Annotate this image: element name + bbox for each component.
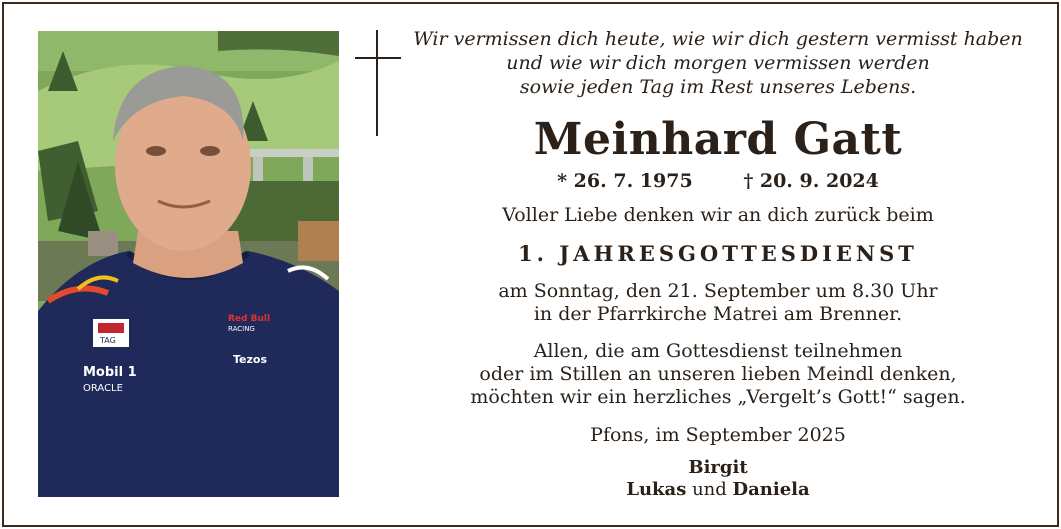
thanks-line: Allen, die am Gottesdienst teilnehmen [533,340,903,362]
place-date: Pfons, im September 2025 [590,424,846,446]
signer-name: Lukas [626,479,687,500]
verse-line: sowie jeden Tag im Rest unseres Lebens. [519,76,917,98]
verse-line: und wie wir dich morgen vermissen werden [506,52,930,74]
service-location: in der Pfarrkirche Matrei am Brenner. [533,303,903,325]
verse-line: Wir vermissen dich heute, wie wir dich gestern vermisst haben [413,28,1023,50]
svg-text:TAG: TAG [100,336,116,345]
life-dates [400,169,1036,193]
thanks-text [400,340,1036,409]
svg-text:Red Bull: Red Bull [228,314,271,324]
service-title: 1. JAHRESGOTTESDIENST [518,241,918,266]
service-date: am Sonntag, den 21. September um 8.30 Uhr [498,280,938,302]
portrait-photo [38,31,339,497]
deceased-name: Meinhard Gatt [533,114,903,165]
svg-text:RACING: RACING [228,325,255,333]
thanks-line: oder im Stillen an unseren lieben Meindl denken, [479,363,957,385]
service-details [400,280,1036,326]
intro-text: Voller Liebe denken wir an dich zurück beim [502,204,934,226]
cross-icon [355,30,401,136]
signer-conjunction: und [692,479,727,500]
signer-name: Birgit [688,457,748,478]
svg-text:ORACLE: ORACLE [83,383,123,394]
death-date: † 20. 9. 2024 [743,170,879,192]
birth-date: * 26. 7. 1975 [557,170,693,192]
svg-text:Mobil 1: Mobil 1 [83,365,137,380]
signer-name: Daniela [732,479,810,500]
svg-text:Tezos: Tezos [233,353,268,366]
memorial-verse [400,27,1036,99]
thanks-line: möchten wir ein herzliches „Vergelt’s Gott!“ sagen. [470,386,966,408]
signature [400,457,1036,501]
